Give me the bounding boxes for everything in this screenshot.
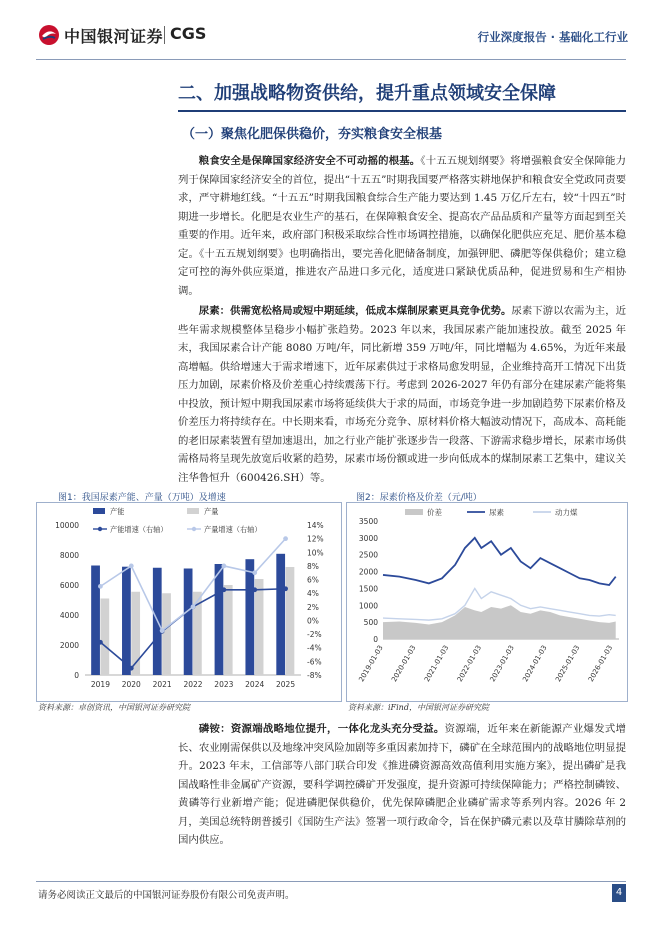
y2-tick-label: -8% [307,671,322,680]
paragraph-grain-security [178,152,626,300]
section-subtitle: （一）聚焦化肥保供稳价，夯实粮食安全根基 [182,127,443,142]
line-point [283,586,288,591]
bar-capacity [276,554,285,675]
paragraph-phosphate [178,720,626,850]
line-point [252,587,257,592]
y-tick-label: 2500 [358,550,378,560]
bar-output [162,593,171,675]
x-tick-label: 2025-01-03 [554,644,582,684]
y-tick-label: 1500 [358,584,378,594]
x-tick-label: 2019-01-03 [357,644,385,684]
line-point [160,628,165,633]
bar-capacity [91,566,100,676]
paragraph-lead: 粮食安全是保障国家经济安全不可动摇的根基。 [198,155,421,167]
y2-tick-label: -6% [307,657,322,667]
legend-swatch [187,508,199,514]
header-divider [36,59,626,60]
legend-label: 产能增速（右轴） [110,525,168,534]
figure2-title: 图2：尿素价格及价差（元/吨） [356,493,482,503]
y-tick-label: 10000 [55,521,79,530]
y2-tick-label: 6% [307,575,319,585]
y2-tick-label: 14% [307,521,324,530]
figure2-frame [346,502,628,702]
footer-divider [36,881,626,882]
y-tick-label: 3000 [358,533,378,543]
legend-label: 产能 [110,507,125,516]
logo-brand: CGS [170,24,207,43]
legend-marker [98,527,102,531]
report-type: 行业深度报告 · 基础化工行业 [477,30,628,44]
y-tick-label: 6000 [59,581,79,590]
bar-capacity [122,567,131,675]
y2-tick-label: 8% [307,561,319,571]
cgs-logo-icon [38,24,60,46]
x-tick-label: 2024-01-03 [521,644,549,684]
footer-disclaimer: 请务必阅读正文最后的中国银河证券股份有限公司免责声明。 [38,890,295,901]
logo-text: 中国银河证券 [64,27,164,46]
urea-capacity-chart [37,503,341,701]
line-point [252,570,257,575]
bar-output [100,599,109,676]
x-tick-label: 2021-01-03 [423,644,451,684]
x-tick-label: 2020 [121,680,141,689]
y-tick-label: 0 [373,635,378,644]
line-point [129,564,134,569]
figure1-title: 图1：我国尿素产能、产量（万吨）及增速 [58,493,226,503]
section-title: 二、加强战略物资供给，提升重点领域安全保障 [178,83,556,104]
legend-label: 尿素 [489,508,504,517]
y-tick-label: 4000 [59,611,79,620]
legend-label: 价差 [427,508,442,517]
figure1-frame [36,502,342,702]
bar-output [224,585,233,675]
y-tick-label: 2000 [59,641,79,650]
x-tick-label: 2021 [152,680,172,689]
line-point [221,587,226,592]
x-tick-label: 2023 [214,680,234,689]
y2-tick-label: 4% [307,589,319,599]
bar-output [255,579,264,675]
logo-separator [164,26,165,44]
bar-output [286,567,295,675]
bar-capacity [245,559,254,675]
x-tick-label: 2026-01-03 [586,644,615,684]
legend-swatch [405,509,423,515]
x-tick-label: 2020-01-03 [390,644,418,684]
section-underline [178,110,626,112]
figure2-source: 资料来源：iFind，中国银河证券研究院 [348,703,489,712]
bar-capacity [184,569,193,676]
y-tick-label: 2000 [358,567,378,577]
paragraph-body: 尿素下游以农需为主，近些年需求规模整体呈稳步小幅扩张趋势。2023 年以来，我国尿素产能加速投放。截至 2025 年末，我国尿素合计产能 8080 万吨/年，同比新增 359 万吨/年，同比增幅为 4.65%，为近年来最高增幅。供给增速大于需求增速下，近年尿素供过于求格局愈发明显，企业维持高开工情况下出货压力加剧，尿素价格及价差重心持续震荡下行。考虑到 2026-2027 年仍有部分在建尿素产能将集中投放，预计短中期我国尿素市场将延续供大于求的局面，市场竞争进一步加剧趋势下尿素价格及价差压力将持续存在。中长期来看，市场充分竞争、原材料价格大幅波动情况下，高成本、高耗能的老旧尿素装置有望加速退出，加之行业产能扩张逐步告一段落、下游需求稳步增长，尿素市场供需格局将呈现先放宽后收紧的趋势，尿素市场份额或进一步向低成本的煤制尿素工艺集中，建议关注华鲁恒升（600426.SH）等。 [178,305,626,484]
y-tick-label: 1000 [358,601,378,611]
x-tick-label: 2019 [90,680,110,689]
line-point [221,564,226,569]
y2-tick-label: 0% [307,616,319,626]
y2-tick-label: 12% [307,534,324,544]
paragraph-lead: 磷铵：资源端战略地位提升，一体化龙头充分受益。 [198,723,445,735]
line-point [191,604,196,609]
figure1-source: 资料来源：卓创资讯，中国银河证券研究院 [38,703,190,712]
x-tick-label: 2025 [276,680,296,689]
legend-label: 产量增速（右轴） [204,525,262,534]
x-tick-label: 2023-01-03 [488,644,516,684]
legend-swatch [93,508,105,514]
y-tick-label: 500 [363,618,378,628]
legend-label: 产量 [204,507,219,516]
x-tick-label: 2022-01-03 [455,644,484,684]
urea-price-chart [347,503,627,701]
y2-tick-label: -4% [307,643,322,653]
line-point [129,666,134,671]
paragraph-lead: 尿素：供需宽松格局或短中期延续，低成本煤制尿素更具竞争优势。 [198,305,512,317]
line-point [98,640,103,645]
y2-tick-label: 10% [307,548,324,558]
bar-capacity [215,564,224,675]
paragraph-urea [178,302,626,487]
y-tick-label: 3500 [358,517,378,526]
line-point [98,584,103,589]
page-number: 4 [612,884,626,902]
line-point [283,536,288,541]
line-urea-price [383,538,616,585]
paragraph-body: 《十五五规划纲要》将增强粮食安全保障能力列于保障国家经济安全的首位，提出“十五五”时期我国要严格落实耕地保护和粮食安全党政同责要求，严守耕地红线。“十五五”时期我国粮食综合生产能力要达到 1.45 万亿斤左右，较“十四五”时期进一步增长。化肥是农业生产的基石，在保障粮食安全、提高农产品品质和产量等方面起到至关重要的作用。近年来，政府部门积极采取综合性市场调控措施，以确保化肥供应充足、肥价基本稳定。《十五五规划纲要》也明确指出，要完善化肥储备制度，加强钾肥、磷肥等保供稳价；建立稳定可控的海外供应渠道，推进农产品进口多元化，适度进口紧缺优质品种，促进贸易和生产相协调。 [178,155,626,297]
y-tick-label: 8000 [59,551,79,560]
paragraph-body: 资源端，近年来在新能源产业爆发式增长、农业刚需保供以及地缘冲突风险加剧等多重因素加持下，磷矿在全球范围内的战略地位明显提升。2023 年末，工信部等八部门联合印发《推进磷资源高效高值利用实施方案》，提出磷矿是我国战略性非金属矿产资源，要科学调控磷矿开发强度，提升资源可持续保障能力；严格控制磷铵、黄磷等行业新增产能；促进磷肥保供稳价，优先保障磷肥企业磷矿需求等系列内容。2026 年 2 月，美国总统特朗普援引《国防生产法》签署一项行政命令，旨在保护磷元素以及草甘膦除草剂的国内供应。 [178,723,626,846]
area-spread [383,605,616,639]
y2-tick-label: -2% [307,630,322,640]
legend-label: 动力煤 [555,508,578,517]
x-tick-label: 2024 [245,680,265,689]
x-tick-label: 2022 [183,680,203,689]
y2-tick-label: 2% [307,602,319,612]
y-tick-label: 0 [74,671,79,680]
legend-marker [192,527,196,531]
